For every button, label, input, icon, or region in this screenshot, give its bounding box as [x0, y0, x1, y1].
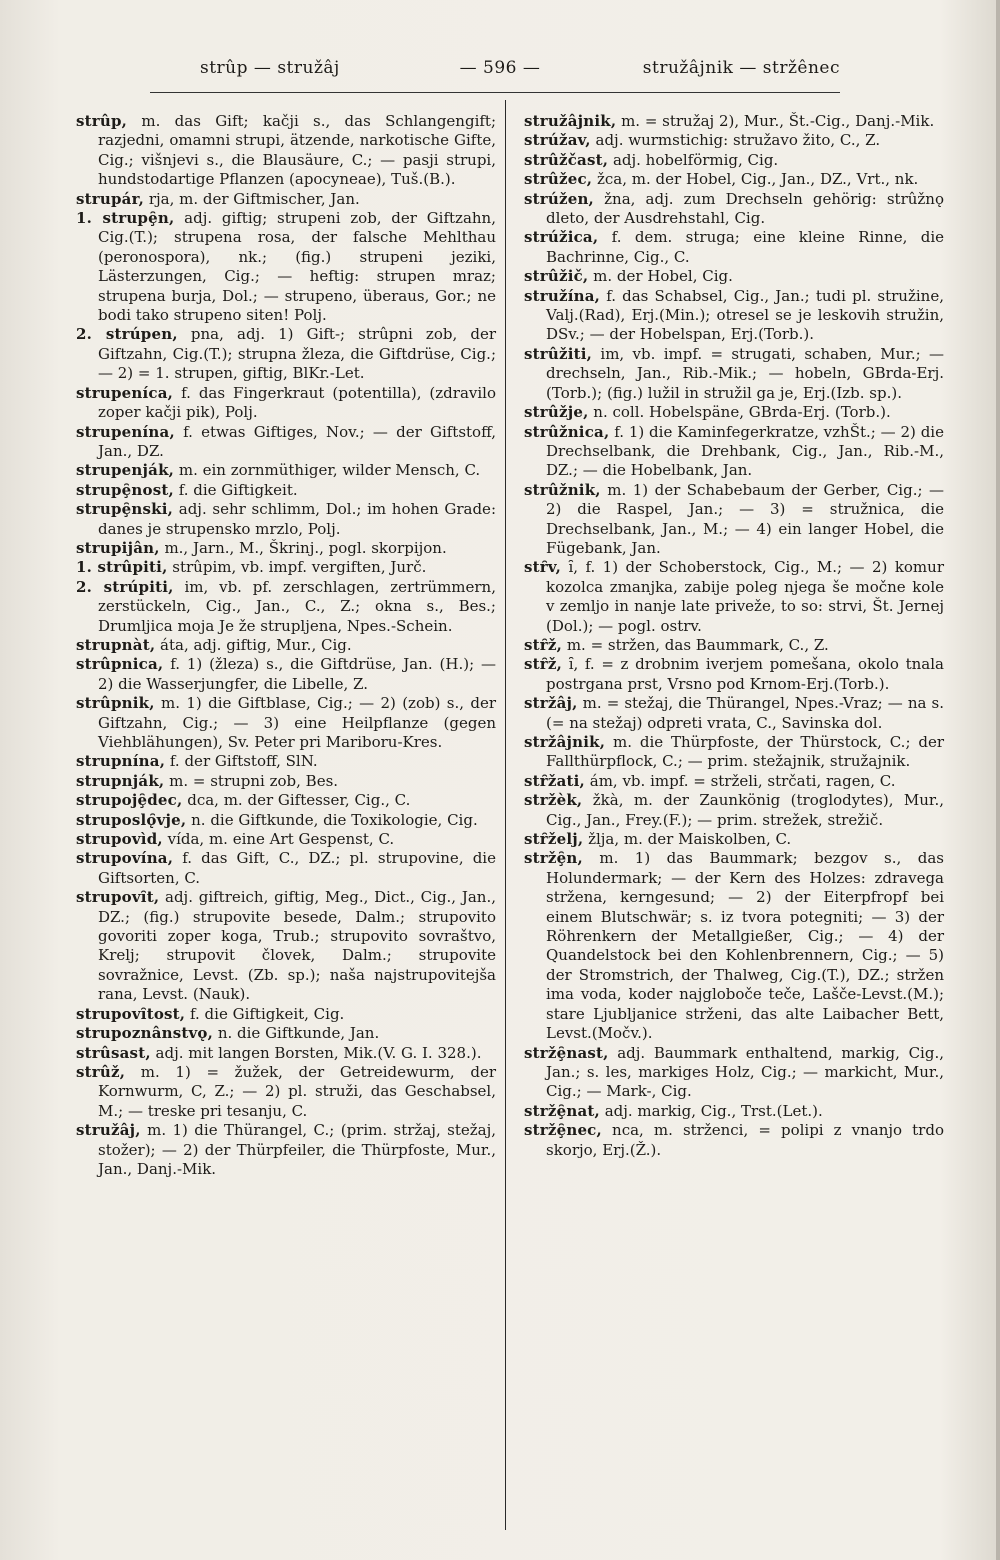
dictionary-entry — [76, 1121, 496, 1179]
headword: 1. strûpiti, — [76, 558, 168, 577]
dictionary-entry — [524, 228, 944, 267]
headword: strupovìd, — [76, 830, 163, 849]
dictionary-entry — [76, 752, 496, 771]
header-right-guide-words: stružâjnik — stržênec — [642, 58, 840, 78]
entry-definition: f. etwas Giftiges, Nov.; — der Giftstoff, Jan., DZ. — [98, 422, 496, 460]
entry-definition: m. 1) die Thürangel, C.; (prim. stržaj, stežaj, stožer); — 2) der Thürpfeiler, die Thürpfoste, Mur., Jan., Danj.-Mik. — [98, 1121, 496, 1178]
entry-definition: m. das Gift; kačji s., das Schlangengift; razjedni, omamni strupi, ätzende, narkotische Gifte, Cig.; višnjevi s., die Blausäure, C.; — pasji strupi, hundstodartige Pflanzen (apocyneae), Tuš.(B.). — [98, 112, 496, 189]
scan-edge-shadow — [996, 0, 1000, 1560]
entry-definition: ám, vb. impf. = strželi, strčati, ragen, C. — [589, 771, 896, 790]
entry-definition: rja, m. der Giftmischer, Jan. — [148, 189, 360, 208]
dictionary-entry — [76, 1044, 496, 1063]
entry-definition: m. = stržen, das Baummark, C., Z. — [566, 635, 829, 654]
entry-definition: f. die Giftigkeit, Cig. — [190, 1004, 345, 1023]
entry-definition: f. das Fingerkraut (potentilla), (zdravilo zoper kačji pik), Polj. — [98, 383, 496, 422]
headword: strupár, — [76, 189, 145, 208]
headword: stȓželj, — [524, 830, 584, 849]
headword: 2. strúpen, — [76, 325, 178, 344]
headword: strupojȩ̑dec, — [76, 791, 183, 810]
headword: stȓž, — [524, 655, 563, 674]
left-column — [76, 112, 496, 1179]
headword: stȓž, — [524, 635, 563, 654]
entry-definition: f. der Giftstoff, SlN. — [169, 752, 318, 771]
entry-definition: nca, m. strženci, = polipi z vnanjo trdo skorjo, Erj.(Ž.). — [546, 1121, 944, 1159]
entry-definition: m. = stružaj 2), Mur., Št.-Cig., Danj.-Mik. — [621, 112, 935, 130]
dictionary-entry — [76, 694, 496, 752]
headword: strúžen, — [524, 189, 594, 208]
entry-definition: adj. giftig; strupeni zob, der Giftzahn, Cig.(T.); strupena rosa, der falsche Mehlthau (peronospora), nk.; (fig.) strupeni jeziki, Lästerzungen, Cig.; — heftig: strupen mraz; strupena burja, Dol.; — strupeno, überaus, Gor.; ne bodi tako strupeno siten! Polj. — [98, 209, 496, 325]
dictionary-entry — [76, 791, 496, 810]
entry-definition: f. die Giftigkeit. — [178, 480, 298, 499]
headword: stržȩ̑nast, — [524, 1043, 609, 1062]
entry-definition: vída, m. eine Art Gespenst, C. — [167, 830, 395, 849]
entry-definition: adj. wurmstichig: stružavo žito, C., Z. — [595, 131, 881, 150]
header-left-guide-words: strûp — stružâj — [200, 58, 340, 78]
headword: stržèk, — [524, 791, 583, 810]
entry-definition: strûpim, vb. impf. vergiften, Jurč. — [172, 558, 427, 577]
dictionary-entry — [524, 849, 944, 1043]
headword: stružâjnik, — [524, 112, 617, 130]
entry-definition: n. die Giftkunde, die Toxikologie, Cig. — [191, 810, 478, 829]
dictionary-entry — [524, 733, 944, 772]
entry-definition: m. die Thürpfoste, der Thürstock, C.; der Fallthürpflock, C.; — prim. stežajnik, stružajnik. — [546, 733, 944, 771]
page-header — [70, 58, 930, 88]
headword: strûpnik, — [76, 694, 155, 713]
entry-definition: pna, adj. 1) Gift-; strûpni zob, der Giftzahn, Cig.(T.); strupna žleza, die Giftdrüse, Cig.; — 2) = 1. strupen, giftig, BlKr.-Let. — [98, 325, 496, 383]
entry-definition: ȋ, f. 1) der Schoberstock, Cig., M.; — 2) komur kozolca zmanjka, zabije poleg njega še močne kole v zemljo in nanje late priveže, to so: strvi, Št. Jernej (Dol.); — pogl. ostrv. — [546, 558, 944, 635]
dictionary-entry — [524, 1121, 944, 1160]
dictionary-entry — [524, 830, 944, 849]
headword: stȓv, — [524, 558, 561, 577]
headword: strúžav, — [524, 131, 591, 150]
headword: strupnína, — [76, 752, 166, 771]
headword: struposlǫ̑vje, — [76, 810, 187, 829]
dictionary-entry — [76, 461, 496, 480]
entry-definition: žlja, m. der Maiskolben, C. — [588, 830, 792, 849]
headword: strûsast, — [76, 1043, 151, 1062]
dictionary-entry — [524, 636, 944, 655]
right-column — [524, 112, 944, 1160]
dictionary-entry — [524, 1102, 944, 1121]
entry-definition: adj. sehr schlimm, Dol.; im hohen Grade: danes je strupensko mrzlo, Polj. — [98, 500, 496, 538]
headword: stȓžati, — [524, 771, 585, 790]
column-divider — [505, 100, 506, 1530]
header-rule — [150, 92, 840, 93]
dictionary-entry — [76, 325, 496, 383]
entry-definition: ȋ, f. = z drobnim iverjem pomešana, okolo tnala postrgana prst, Vrsno pod Krnom-Erj.(Torb.). — [546, 655, 944, 693]
entry-definition: m. = strupni zob, Bes. — [169, 771, 339, 790]
headword: strupnàt, — [76, 635, 156, 654]
headword: strûžec, — [524, 170, 593, 189]
dictionary-entry — [76, 500, 496, 539]
page-number: — 596 — — [459, 58, 541, 78]
dictionary-entry — [76, 578, 496, 636]
headword: stržâjnik, — [524, 733, 606, 751]
dictionary-entry — [76, 384, 496, 423]
entry-definition: n. die Giftkunde, Jan. — [217, 1024, 380, 1043]
dictionary-entry — [76, 636, 496, 655]
entry-definition: adj. Baummark enthaltend, markig, Cig., Jan.; s. les, markiges Holz, Cig.; — markicht, Mur., Cig.; — Mark-, Cig. — [546, 1043, 944, 1101]
dictionary-entry — [524, 112, 944, 131]
entry-definition: n. coll. Hobelspäne, GBrda-Erj. (Torb.). — [593, 403, 891, 422]
dictionary-entry — [76, 830, 496, 849]
headword: stržȩ̑n, — [524, 849, 583, 868]
headword: strupovȋt, — [76, 888, 160, 907]
entry-definition: f. 1) (žleza) s., die Giftdrüse, Jan. (H.); — 2) die Wasserjungfer, die Libelle, Z. — [98, 655, 496, 693]
dictionary-entry — [524, 481, 944, 559]
headword: strupenína, — [76, 422, 175, 441]
dictionary-entry — [76, 112, 496, 190]
entry-definition: m. 1) = žužek, der Getreidewurm, der Kornwurm, C, Z.; — 2) pl. struži, das Geschabsel, M.; — treske pri tesanju, C. — [98, 1062, 496, 1120]
entry-definition: f. 1) die Kaminfegerkratze, vzhŠt.; — 2) die Drechselbank, die Drehbank, Cig., Jan., Rib.-M., DZ.; — die Hobelbank, Jan. — [546, 422, 944, 480]
entry-definition: im, vb. pf. zerschlagen, zertrümmern, zerstückeln, Cig., Jan., C., Z.; okna s., Bes.; Drumljica moja Je že strupljena, Npes.-Schein. — [98, 577, 496, 635]
entry-definition: m. 1) der Schabebaum der Gerber, Cig.; — 2) die Raspel, Jan.; — 3) = stružnica, die Drechselbank, Jan., M.; — 4) ein langer Hobel, die Fügebank, Jan. — [546, 480, 945, 557]
dictionary-entry — [524, 287, 944, 345]
dictionary-entry — [76, 1005, 496, 1024]
dictionary-entry — [76, 1063, 496, 1121]
entry-definition: žkà, m. der Zaunkönig (troglodytes), Mur., Cig., Jan., Frey.(F.); — prim. strežek, strežič. — [546, 791, 944, 829]
entry-definition: m. der Hobel, Cig. — [593, 267, 733, 286]
headword: strupijân, — [76, 538, 160, 557]
dictionary-entry — [76, 558, 496, 577]
entry-definition: m. 1) die Giftblase, Cig.; — 2) (zob) s., der Giftzahn, Cig.; — 3) eine Heilpflanze (gegen Viehblähungen), Sv. Peter pri Mariboru-Kres. — [98, 694, 496, 751]
entry-definition: m. 1) das Baummark; bezgov s., das Holundermark; — der Kern des Holzes: zdravega strženа, kerngesund; — 2) der Eiterpfropf bei einem Blutschwär; s. iz tvora potegniti; — 3) der Röhrenkern der Metallgießer, Cig.; — 4) der Quandelstock bei den Kohlenbrennern, Cig.; — 5) der Stromstrich, der Thalweg, Cig.(T.), DZ.; stržen ima voda, koder najgloboče teče, Lašče-Levst.(M.); stare Ljubljanice strženi, das alte Laibacher Bett, Levst.(Močv.). — [546, 849, 944, 1043]
entry-definition: žca, m. der Hobel, Cig., Jan., DZ., Vrt., nk. — [596, 170, 919, 189]
dictionary-entry — [76, 423, 496, 462]
dictionary-entry — [524, 423, 944, 481]
entry-definition: f. dem. struga; eine kleine Rinne, die Bachrinne, Cig., C. — [546, 228, 944, 266]
entry-definition: m., Jarn., M., Škrinj., pogl. skorpijon. — [164, 538, 447, 557]
dictionary-entry — [524, 558, 944, 636]
entry-definition: f. das Schabsel, Cig., Jan.; tudi pl. stružine, Valj.(Rad), Erj.(Min.); otresel se je leskovih stružin, DSv.; — der Hobelspan, Erj.(Torb.). — [546, 286, 944, 344]
headword: strupovȋtost, — [76, 1004, 186, 1023]
dictionary-entry — [524, 791, 944, 830]
headword: strûžič, — [524, 267, 589, 286]
headword: strûžnik, — [524, 480, 601, 499]
dictionary-entry — [76, 209, 496, 325]
headword: strupnják, — [76, 771, 165, 790]
dictionary-entry — [524, 1044, 944, 1102]
headword: strûžčast, — [524, 150, 609, 169]
headword: 2. strúpiti, — [76, 577, 174, 596]
dictionary-entry — [76, 190, 496, 209]
headword: strûpnica, — [76, 655, 164, 674]
entry-definition: m. = stežaj, die Thürangel, Npes.-Vraz; — na s. (= na stežaj) odpreti vrata, C., Savinska dol. — [546, 694, 944, 732]
dictionary-entry — [524, 694, 944, 733]
entry-definition: žna, adj. zum Drechseln gehörig: strûžnǫ dleto, der Ausdrehstahl, Cig. — [546, 189, 944, 228]
headword: strupeníca, — [76, 383, 174, 402]
headword: stržâj, — [524, 694, 578, 713]
headword: strupȩ̑nski, — [76, 500, 174, 519]
dictionary-entry — [524, 151, 944, 170]
headword: strupȩ̑nost, — [76, 480, 174, 499]
headword: stružína, — [524, 286, 601, 305]
entry-definition: im, vb. impf. = strugati, schaben, Mur.; — drechseln, Jan., Rib.-Mik.; — hobeln, GBrda-Erj.(Torb.); (fig.) lužil in stružil ga je, Erj.(Izb. sp.). — [546, 344, 944, 402]
entry-definition: adj. mit langen Borsten, Mik.(V. G. I. 328.). — [155, 1043, 482, 1062]
headword: strûžje, — [524, 403, 589, 422]
headword: 1. strupȩ̑n, — [76, 209, 175, 228]
dictionary-entry — [524, 403, 944, 422]
entry-definition: m. ein zornmüthiger, wilder Mensch, C. — [178, 461, 481, 480]
dictionary-entry — [524, 345, 944, 403]
headword: strûžiti, — [524, 344, 593, 363]
headword: strupenják, — [76, 461, 175, 480]
dictionary-entry — [76, 539, 496, 558]
dictionary-entry — [524, 131, 944, 150]
dictionary-entry — [524, 655, 944, 694]
dictionary-entry — [76, 655, 496, 694]
dictionary-entry — [76, 772, 496, 791]
entry-definition: adj. giftreich, giftig, Meg., Dict., Cig., Jan., DZ.; (fig.) strupovite besede, Dalm.; strupovito govoriti zoper koga, Trub.; strupovito sovraštvo, Krelj; strupovit človek, Dalm.; strupovite sovražnice, Levst. (Zb. sp.); naša najstrupovitejša rana, Levst. (Nauk). — [98, 888, 496, 1004]
headword: strúžica, — [524, 228, 599, 247]
headword: stržȩ̑nec, — [524, 1121, 602, 1140]
headword: stružâj, — [76, 1121, 141, 1140]
dictionary-entry — [76, 888, 496, 1004]
headword: strûp, — [76, 112, 128, 130]
dictionary-entry — [524, 267, 944, 286]
entry-definition: dca, m. der Giftesser, Cig., C. — [187, 791, 411, 810]
headword: stržȩ̑nat, — [524, 1101, 600, 1120]
entry-definition: áta, adj. giftig, Mur., Cig. — [160, 635, 352, 654]
dictionary-entry — [524, 190, 944, 229]
dictionary-entry — [76, 811, 496, 830]
entry-definition: adj. markig, Cig., Trst.(Let.). — [604, 1101, 823, 1120]
headword: strûžnica, — [524, 422, 610, 441]
dictionary-entry — [524, 170, 944, 189]
entry-definition: adj. hobelförmig, Cig. — [612, 150, 779, 169]
entry-definition: f. das Gift, C., DZ.; pl. strupovine, die Giftsorten, C. — [98, 849, 496, 887]
dictionary-entry — [76, 481, 496, 500]
dictionary-entry — [76, 1024, 496, 1043]
headword: strupovína, — [76, 849, 174, 868]
dictionary-entry — [76, 849, 496, 888]
headword: strupoznânstvǫ, — [76, 1024, 214, 1043]
headword: strûž, — [76, 1062, 126, 1081]
dictionary-entry — [524, 772, 944, 791]
